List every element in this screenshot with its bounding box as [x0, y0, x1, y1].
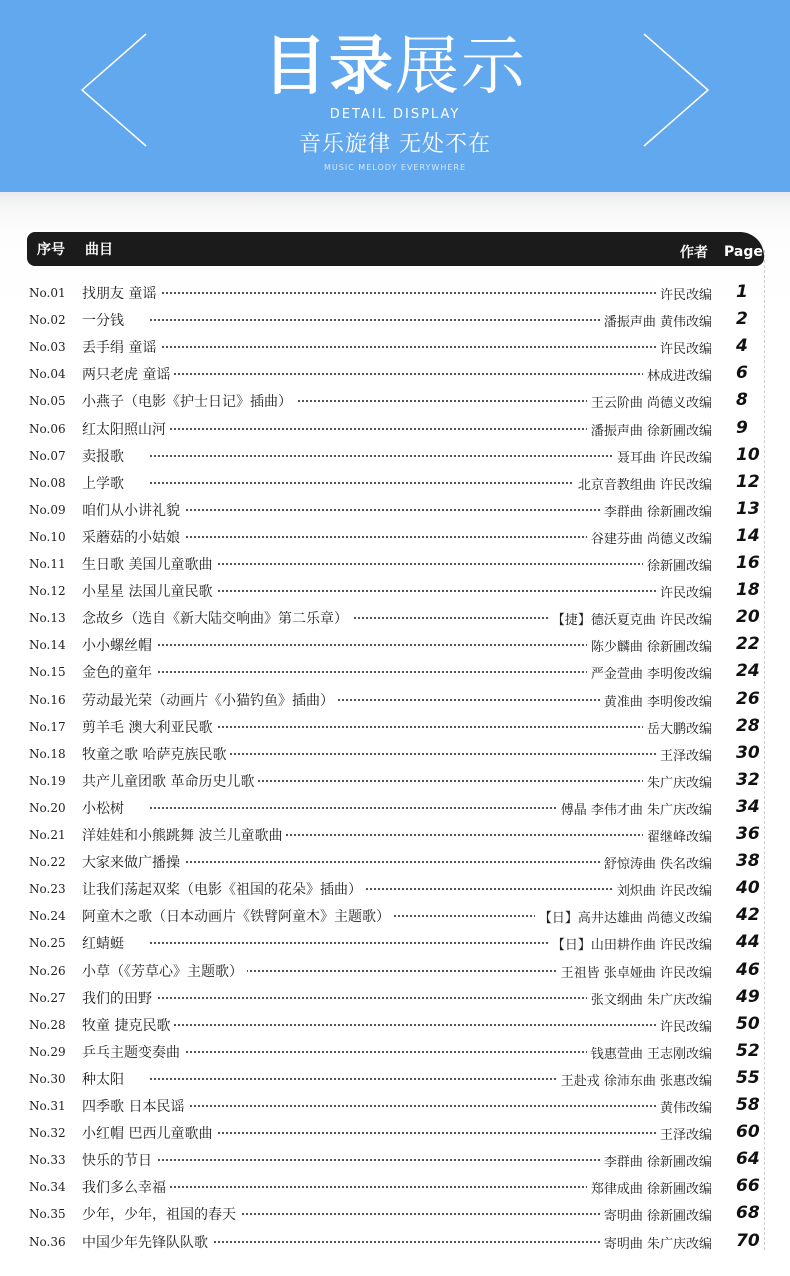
header-title: 曲目 — [85, 242, 113, 258]
author-credit: 李群曲 徐新圃改编 — [600, 501, 712, 520]
song-title: 种太阳 — [82, 1069, 128, 1089]
song-title: 快乐的节日 — [82, 1150, 156, 1170]
item-number: No.02 — [29, 313, 66, 328]
song-title: 让我们荡起双桨（电影《祖国的花朵》插曲） — [82, 879, 366, 899]
list-item — [0, 416, 790, 443]
item-number: No.16 — [29, 692, 66, 707]
page-number: 22 — [736, 634, 760, 655]
item-number: No.05 — [29, 394, 66, 409]
item-number: No.07 — [29, 448, 66, 463]
list-item — [0, 822, 790, 849]
item-number: No.04 — [29, 367, 66, 382]
item-number: No.21 — [29, 828, 66, 842]
leader-dots — [150, 726, 712, 728]
page-number: 8 — [736, 390, 748, 411]
author-credit: 徐新圃改编 — [643, 555, 712, 574]
list-item — [0, 524, 790, 551]
leader-dots — [150, 753, 712, 755]
song-title: 小小螺丝帽 — [82, 635, 156, 655]
item-number: No.35 — [29, 1207, 66, 1222]
song-title: 小松树 — [82, 798, 128, 818]
song-title: 卖报歌 — [82, 446, 128, 466]
list-item — [0, 1012, 790, 1039]
item-number: No.13 — [29, 611, 66, 626]
author-credit: 寄明曲 徐新圃改编 — [600, 1205, 712, 1224]
page-title — [0, 28, 790, 106]
author-credit: 许民改编 — [656, 284, 712, 303]
list-item — [0, 795, 790, 822]
item-number: No.18 — [29, 746, 66, 761]
song-title: 阿童木之歌（日本动画片《铁臂阿童木》主题歌） — [82, 906, 394, 926]
item-number: No.11 — [29, 557, 66, 571]
item-number: No.23 — [29, 882, 66, 897]
list-item — [0, 876, 790, 903]
item-number: No.20 — [29, 800, 66, 815]
list-item — [0, 388, 790, 415]
item-number: No.28 — [29, 1017, 66, 1032]
author-credit: 朱广庆改编 — [643, 772, 712, 791]
header-page: Page — [724, 244, 763, 260]
leader-dots — [150, 292, 712, 294]
author-credit: 【日】高井达雄曲 尚德义改编 — [535, 907, 712, 926]
page-number: 60 — [736, 1122, 760, 1143]
item-number: No.29 — [29, 1044, 66, 1059]
song-title: 小红帽 巴西儿童歌曲 — [82, 1123, 216, 1143]
page-number: 14 — [736, 525, 760, 546]
list-item — [0, 849, 790, 876]
song-title: 念故乡（选自《新大陆交响曲》第二乐章） — [82, 608, 352, 628]
list-item — [0, 768, 790, 795]
author-credit: 潘振声曲 黄伟改编 — [600, 311, 712, 330]
author-credit: 翟继峰改编 — [643, 826, 712, 845]
page-number: 66 — [736, 1176, 760, 1197]
song-title: 洋娃娃和小熊跳舞 波兰儿童歌曲 — [82, 825, 286, 845]
banner — [0, 0, 790, 192]
author-credit: 【日】山田耕作曲 许民改编 — [548, 934, 712, 953]
author-credit: 王赴戎 徐沛东曲 张惠改编 — [557, 1070, 712, 1089]
item-number: No.14 — [29, 638, 66, 653]
song-title: 咱们从小讲礼貌 — [82, 500, 184, 520]
author-credit: 【捷】德沃夏克曲 许民改编 — [548, 609, 712, 628]
list-item — [0, 307, 790, 334]
song-title: 找朋友 童谣 — [82, 283, 160, 303]
page-number: 34 — [736, 796, 760, 817]
author-credit: 张文纲曲 朱广庆改编 — [587, 989, 712, 1008]
title-part-light: 展示 — [395, 30, 527, 104]
list-item — [0, 903, 790, 930]
page-number: 26 — [736, 688, 760, 709]
author-credit: 王泽改编 — [656, 1124, 712, 1143]
page-number: 70 — [736, 1230, 760, 1251]
song-title: 红蜻蜓 — [82, 933, 128, 953]
song-title: 生日歌 美国儿童歌曲 — [82, 554, 216, 574]
page-number: 9 — [736, 417, 748, 438]
page-number: 50 — [736, 1013, 760, 1034]
page-number: 12 — [736, 471, 760, 492]
item-number: No.27 — [29, 990, 66, 1005]
list-item — [0, 714, 790, 741]
leader-dots — [150, 563, 712, 565]
item-number: No.10 — [29, 529, 66, 544]
item-number: No.26 — [29, 963, 66, 978]
item-number: No.32 — [29, 1126, 66, 1141]
page-number: 2 — [736, 309, 748, 330]
song-title: 小燕子（电影《护士日记》插曲） — [82, 391, 296, 411]
song-title: 中国少年先锋队队歌 — [82, 1232, 212, 1252]
list-item — [0, 1201, 790, 1228]
list-item — [0, 470, 790, 497]
list-item — [0, 1147, 790, 1174]
song-title: 上学歌 — [82, 473, 128, 493]
author-credit: 严金萱曲 李明俊改编 — [587, 663, 712, 682]
author-credit: 王云阶曲 尚德义改编 — [587, 392, 712, 411]
author-credit: 傅晶 李伟才曲 朱广庆改编 — [557, 799, 712, 818]
page-number: 24 — [736, 661, 760, 682]
list-item — [0, 1120, 790, 1147]
author-credit: 岳大鹏改编 — [643, 718, 712, 737]
leader-dots — [150, 373, 712, 375]
subtitle-chinese: 音乐旋律 无处不在 — [299, 132, 491, 157]
list-item — [0, 334, 790, 361]
leader-dots — [150, 1105, 712, 1107]
item-number: No.12 — [29, 584, 66, 599]
item-number: No.24 — [29, 909, 66, 924]
author-credit: 钱惠萱曲 王志刚改编 — [587, 1043, 712, 1062]
page-number: 16 — [736, 553, 760, 573]
page-number: 1 — [736, 282, 748, 302]
item-number: No.09 — [29, 502, 66, 517]
item-number: No.34 — [29, 1180, 66, 1195]
item-number: No.30 — [29, 1071, 66, 1086]
author-credit: 谷建芬曲 尚德义改编 — [587, 528, 712, 547]
author-credit: 刘炽曲 许民改编 — [613, 880, 712, 899]
song-title: 采蘑菇的小姑娘 — [82, 527, 184, 547]
author-credit: 李群曲 徐新圃改编 — [600, 1151, 712, 1170]
author-credit: 舒惊涛曲 佚名改编 — [600, 853, 712, 872]
song-title: 两只老虎 童谣 — [82, 364, 174, 384]
list-item — [0, 1229, 790, 1256]
page-number: 13 — [736, 498, 760, 519]
song-title: 牧童之歌 哈萨克族民歌 — [82, 744, 230, 764]
author-credit: 寄明曲 朱广庆改编 — [600, 1233, 712, 1252]
list-item — [0, 659, 790, 686]
author-credit: 黄准曲 李明俊改编 — [600, 691, 712, 710]
item-number: No.15 — [29, 665, 66, 680]
list-item — [0, 280, 790, 307]
subtitle-english: DETAIL DISPLAY — [329, 107, 461, 122]
leader-dots — [150, 346, 712, 348]
page-number: 28 — [736, 715, 760, 736]
leader-dots — [150, 1024, 712, 1026]
leader-dots — [150, 1132, 712, 1134]
page-number: 46 — [736, 959, 760, 980]
page-number: 20 — [736, 607, 760, 628]
leader-dots — [150, 590, 712, 592]
header-author: 作者 — [680, 245, 708, 261]
author-credit: 许民改编 — [656, 1016, 712, 1035]
author-credit: 聂耳曲 许民改编 — [613, 447, 712, 466]
page-number: 30 — [736, 742, 760, 763]
song-title: 我们的田野 — [82, 988, 156, 1008]
list-item — [0, 551, 790, 578]
page-number: 58 — [736, 1095, 760, 1115]
author-credit: 王泽改编 — [656, 745, 712, 764]
item-number: No.08 — [29, 475, 66, 490]
page-number: 36 — [736, 824, 760, 844]
title-part-bold: 目录 — [263, 30, 395, 104]
page-number: 32 — [736, 769, 760, 790]
author-credit: 王祖皆 张卓娅曲 许民改编 — [557, 962, 712, 981]
author-credit: 北京音教组曲 许民改编 — [574, 474, 712, 493]
page-number: 55 — [736, 1067, 760, 1088]
page-number: 18 — [736, 580, 760, 601]
song-title: 大家来做广播操 — [82, 852, 184, 872]
item-number: No.31 — [29, 1099, 66, 1113]
list-item — [0, 578, 790, 605]
list-item — [0, 1066, 790, 1093]
author-credit: 陈少麟曲 徐新圃改编 — [587, 636, 712, 655]
song-title: 剪羊毛 澳大利亚民歌 — [82, 717, 216, 737]
item-number: No.36 — [29, 1234, 66, 1249]
list-item — [0, 985, 790, 1012]
page-number: 52 — [736, 1040, 760, 1061]
item-number: No.33 — [29, 1153, 66, 1168]
list-item — [0, 605, 790, 632]
author-credit: 许民改编 — [656, 582, 712, 601]
author-credit: 郑律成曲 徐新圃改编 — [587, 1178, 712, 1197]
page-number: 68 — [736, 1203, 760, 1224]
song-title: 我们多么幸福 — [82, 1177, 170, 1197]
item-number: No.17 — [29, 719, 66, 734]
list-item — [0, 1174, 790, 1201]
page-number: 42 — [736, 905, 760, 926]
page-number: 10 — [736, 444, 760, 465]
item-number: No.22 — [29, 855, 66, 870]
list-item — [0, 361, 790, 388]
item-number: No.01 — [29, 286, 66, 300]
page-number: 6 — [736, 363, 748, 384]
list-item — [0, 930, 790, 957]
list-item — [0, 687, 790, 714]
list-item — [0, 958, 790, 985]
song-title: 乒乓主题变奏曲 — [82, 1042, 184, 1062]
page-number: 40 — [736, 878, 760, 899]
song-title: 小草（《芳草心》主题歌） — [82, 961, 247, 981]
page-number: 38 — [736, 851, 760, 872]
author-credit: 许民改编 — [656, 338, 712, 357]
item-number: No.19 — [29, 773, 66, 788]
item-number: No.25 — [29, 936, 66, 951]
song-title: 小星星 法国儿童民歌 — [82, 581, 216, 601]
song-title: 一分钱 — [82, 310, 128, 330]
list-item — [0, 1093, 790, 1120]
song-title: 四季歌 日本民谣 — [82, 1096, 188, 1116]
song-title: 少年，少年，祖国的春天 — [82, 1204, 240, 1224]
song-title: 劳动最光荣（动画片《小猫钓鱼》插曲） — [82, 690, 338, 710]
page-number: 49 — [736, 986, 760, 1007]
list-item — [0, 497, 790, 524]
song-title: 金色的童年 — [82, 662, 156, 682]
list-item — [0, 632, 790, 659]
page-number: 4 — [736, 336, 748, 357]
list-item — [0, 741, 790, 768]
author-credit: 潘振声曲 徐新圃改编 — [587, 420, 712, 439]
song-title: 丢手绢 童谣 — [82, 337, 160, 357]
list-item — [0, 1039, 790, 1066]
item-number: No.03 — [29, 340, 66, 355]
page-number: 44 — [736, 932, 760, 953]
list-item — [0, 443, 790, 470]
author-credit: 林成进改编 — [643, 365, 712, 384]
author-credit: 黄伟改编 — [656, 1097, 712, 1116]
subtitle-small: MUSIC MELODY EVERYWHERE — [323, 163, 466, 172]
song-title: 牧童 捷克民歌 — [82, 1015, 174, 1035]
song-title: 共产儿童团歌 革命历史儿歌 — [82, 771, 258, 791]
song-title: 红太阳照山河 — [82, 419, 170, 439]
table-header — [27, 232, 764, 266]
item-number: No.06 — [29, 421, 66, 436]
header-number: 序号 — [37, 242, 65, 258]
page-number: 64 — [736, 1149, 760, 1170]
